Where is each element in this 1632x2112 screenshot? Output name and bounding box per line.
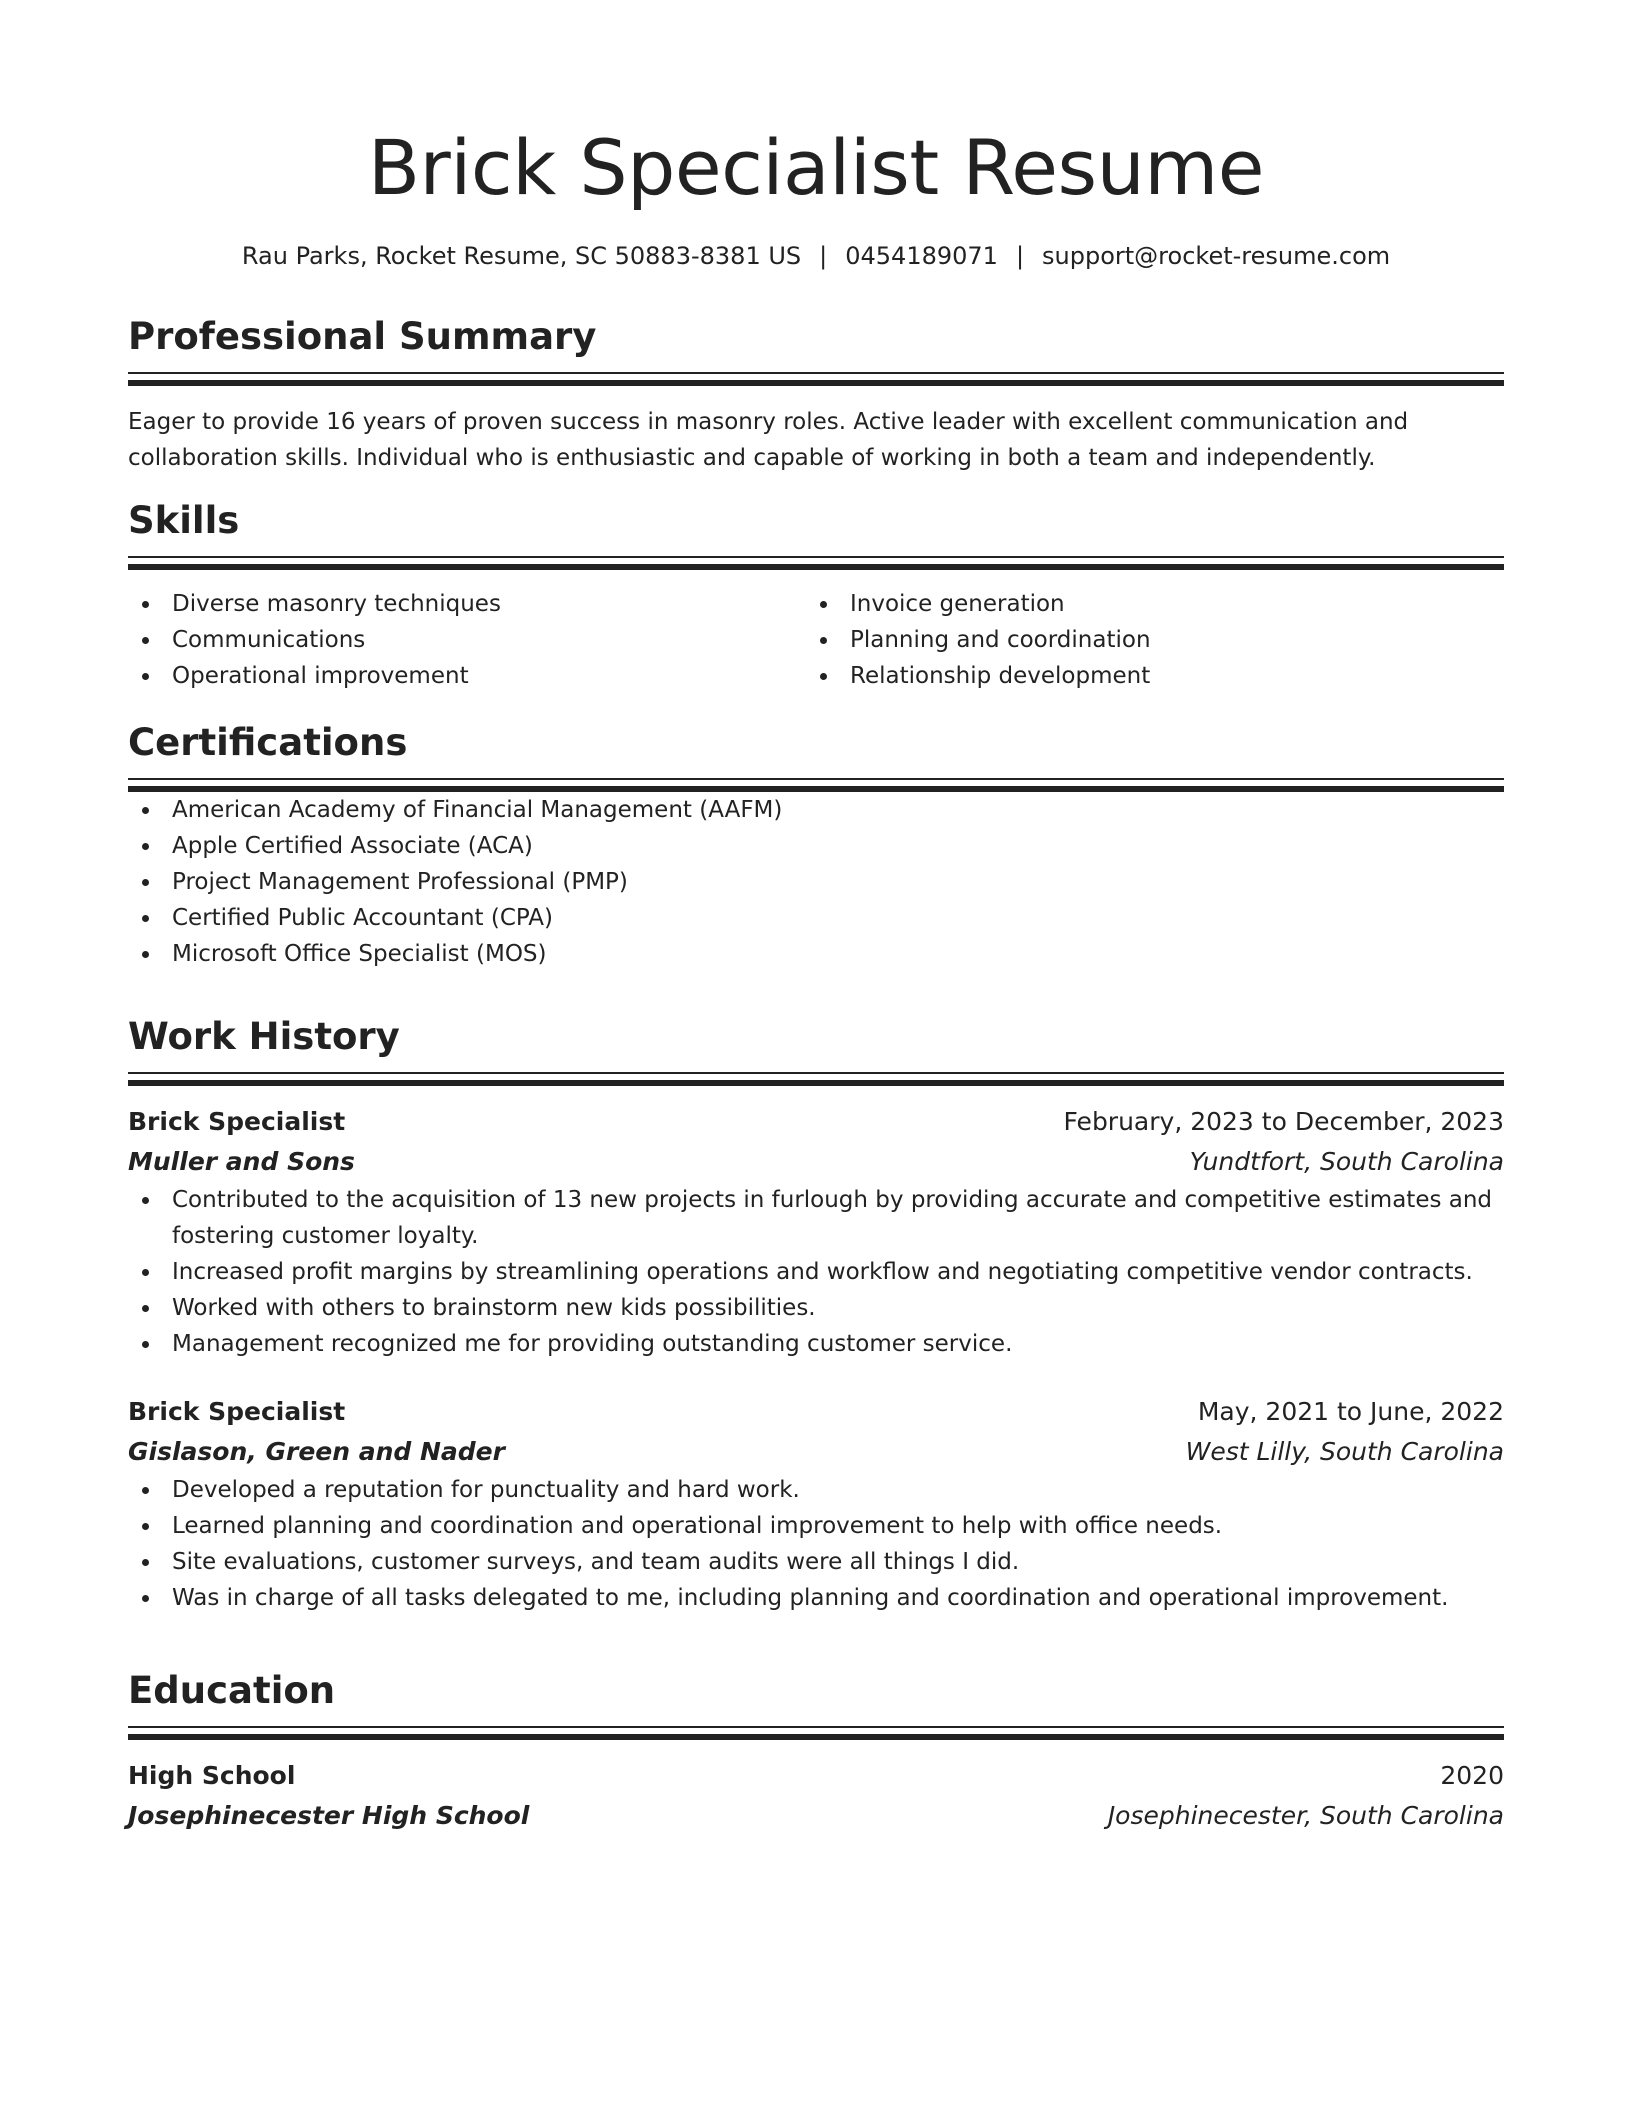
- education-year: 2020: [1440, 1761, 1504, 1790]
- job-bullet: Site evaluations, customer surveys, and team audits were all things I did.: [128, 1544, 1504, 1580]
- job-company-row: [128, 1432, 1504, 1472]
- education-section: [128, 1666, 1504, 1836]
- resume-title: Brick Specialist Resume: [367, 123, 1265, 212]
- certification-item: American Academy of Financial Management (AAFM): [128, 792, 1504, 828]
- section-divider: [128, 556, 1504, 570]
- contact-line: [128, 238, 1504, 274]
- certification-item: Apple Certified Associate (ACA): [128, 828, 1504, 864]
- education-school-row: [128, 1796, 1504, 1836]
- certification-item: Certified Public Accountant (CPA): [128, 900, 1504, 936]
- job-bullet: Contributed to the acquisition of 13 new projects in furlough by providing accurate and competitive estimates and fostering customer loyalty.: [128, 1182, 1504, 1254]
- skills-section: [128, 496, 1504, 694]
- education-heading: Education: [128, 1669, 336, 1712]
- job-bullet: Developed a reputation for punctuality and hard work.: [128, 1472, 1504, 1508]
- education-header-row: [128, 1756, 1504, 1796]
- job-bullet: Learned planning and coordination and operational improvement to help with office needs.: [128, 1508, 1504, 1544]
- education-school: Josephinecester High School: [128, 1801, 530, 1830]
- job-location: West Lilly, South Carolina: [1185, 1437, 1504, 1466]
- section-divider: [128, 778, 1504, 792]
- skills-list-right: [806, 586, 1484, 694]
- job-company: Muller and Sons: [128, 1147, 355, 1176]
- job-entry: [128, 1392, 1504, 1616]
- job-bullet: Worked with others to brainstorm new kids possibilities.: [128, 1290, 1504, 1326]
- contact-phone: 0454189071: [845, 242, 998, 270]
- job-entry: [128, 1102, 1504, 1362]
- job-company: Gislason, Green and Nader: [128, 1437, 505, 1466]
- contact-separator: |: [1015, 242, 1025, 270]
- certifications-section: [128, 718, 1504, 972]
- job-bullets: [128, 1182, 1504, 1362]
- job-title: Brick Specialist: [128, 1397, 346, 1426]
- skill-item: Communications: [128, 622, 806, 658]
- contact-separator: |: [819, 242, 828, 270]
- job-bullet: Management recognized me for providing outstanding customer service.: [128, 1326, 1504, 1362]
- skill-item: Invoice generation: [806, 586, 1484, 622]
- job-bullets: [128, 1472, 1504, 1616]
- job-bullet: Was in charge of all tasks delegated to me, including planning and coordination and operational improvement.: [128, 1580, 1504, 1616]
- job-title: Brick Specialist: [128, 1107, 346, 1136]
- education-entry: [128, 1756, 1504, 1836]
- summary-text: Eager to provide 16 years of proven success in masonry roles. Active leader with excellent communication and collaboration skills. Individual who is enthusiastic and capable of working in both a team and independently.: [128, 409, 1409, 471]
- section-divider: [128, 372, 1504, 386]
- skill-item: Relationship development: [806, 658, 1484, 694]
- skills-heading: Skills: [128, 499, 240, 542]
- job-company-row: [128, 1142, 1504, 1182]
- section-divider: [128, 1072, 1504, 1086]
- work-history-heading: Work History: [128, 1015, 400, 1058]
- job-header-row: [128, 1102, 1504, 1142]
- job-bullet: Increased profit margins by streamlining operations and workflow and negotiating competitive vendor contracts.: [128, 1254, 1504, 1290]
- certification-item: Project Management Professional (PMP): [128, 864, 1504, 900]
- contact-address: Rau Parks, Rocket Resume, SC 50883-8381 US: [241, 242, 802, 270]
- contact-email[interactable]: support@rocket-resume.com: [1042, 242, 1391, 270]
- certifications-list: [128, 792, 1504, 972]
- skill-item: Operational improvement: [128, 658, 806, 694]
- job-dates: February, 2023 to December, 2023: [1063, 1107, 1504, 1136]
- skills-columns: [128, 586, 1504, 694]
- education-location: Josephinecester, South Carolina: [1107, 1801, 1504, 1830]
- job-header-row: [128, 1392, 1504, 1432]
- skill-item: Planning and coordination: [806, 622, 1484, 658]
- skills-list-left: [128, 586, 806, 694]
- section-divider: [128, 1726, 1504, 1740]
- skill-item: Diverse masonry techniques: [128, 586, 806, 622]
- certification-item: Microsoft Office Specialist (MOS): [128, 936, 1504, 972]
- summary-heading: Professional Summary: [128, 315, 597, 358]
- job-location: Yundtfort, South Carolina: [1189, 1147, 1504, 1176]
- certifications-heading: Certifications: [128, 721, 408, 764]
- summary-section: [128, 312, 1504, 476]
- job-dates: May, 2021 to June, 2022: [1197, 1397, 1504, 1426]
- education-degree: High School: [128, 1761, 296, 1790]
- work-history-section: [128, 1012, 1504, 1616]
